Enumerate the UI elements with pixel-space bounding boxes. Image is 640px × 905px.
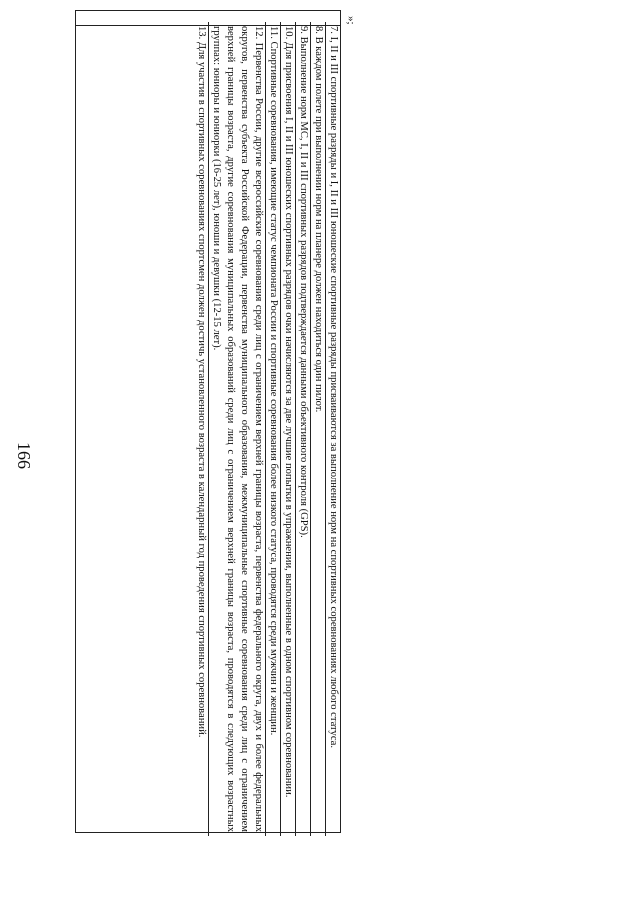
note-item-7: 7. I, II и III спортивные разряды и I, II и III юношеские спортивные разряды присваиваются за выполнение норм на спортивных соревнованиях любого статуса. (328, 26, 339, 748)
note-item-8: 8. В каждом полете при выполнении норм на планере должен находиться один пилот. (311, 22, 326, 836)
note-item-13: 13. Для участия в спортивных соревнованиях спортсмен должен достичь установленного возраста в календарный год проведения спортивных соревнований. (194, 22, 209, 836)
rules-table (75, 10, 341, 833)
note-item-11: 11. Спортивные соревнования, имеющие статус чемпионата России и спортивные соревнования более низкого статуса, проводятся среди мужчин и женщин. (266, 22, 281, 836)
notes-cell (76, 26, 341, 833)
rules-table-grid (75, 10, 341, 833)
page-number: 166 (14, 442, 34, 469)
note-item-12: 12. Первенства России, другие всероссийские соревнования среди лиц с ограничением верхней границы возраста, первенства федерального округа, двух и более федеральных округов, первенства субъекта Российской Федерации, первенства муниципального образования, межмуниципальные спортивные соревнования среди лиц с ограничением верхней границы возраста, другие соревнования муниципальных образований среди лиц с ограничением верхней границы возраста, проводятся в следующих возрастных группах: юниоры и юниорки (16-25 лет), юноши и девушки (12-15 лет). (209, 22, 266, 836)
table-row (76, 11, 341, 833)
note-item-9: 9. Выполнение норм МС, I, II и III спортивных разрядов подтверждается данными объективного контроля (GPS). (296, 22, 311, 836)
note-item-10: 10. Для присвоения I, II и III юношеских спортивных разрядов очки начисляются за две лучшие попытки в упражнении, выполненные в одном спортивном соревновании. (281, 22, 296, 836)
closing-quote-mark: »; (345, 16, 357, 25)
